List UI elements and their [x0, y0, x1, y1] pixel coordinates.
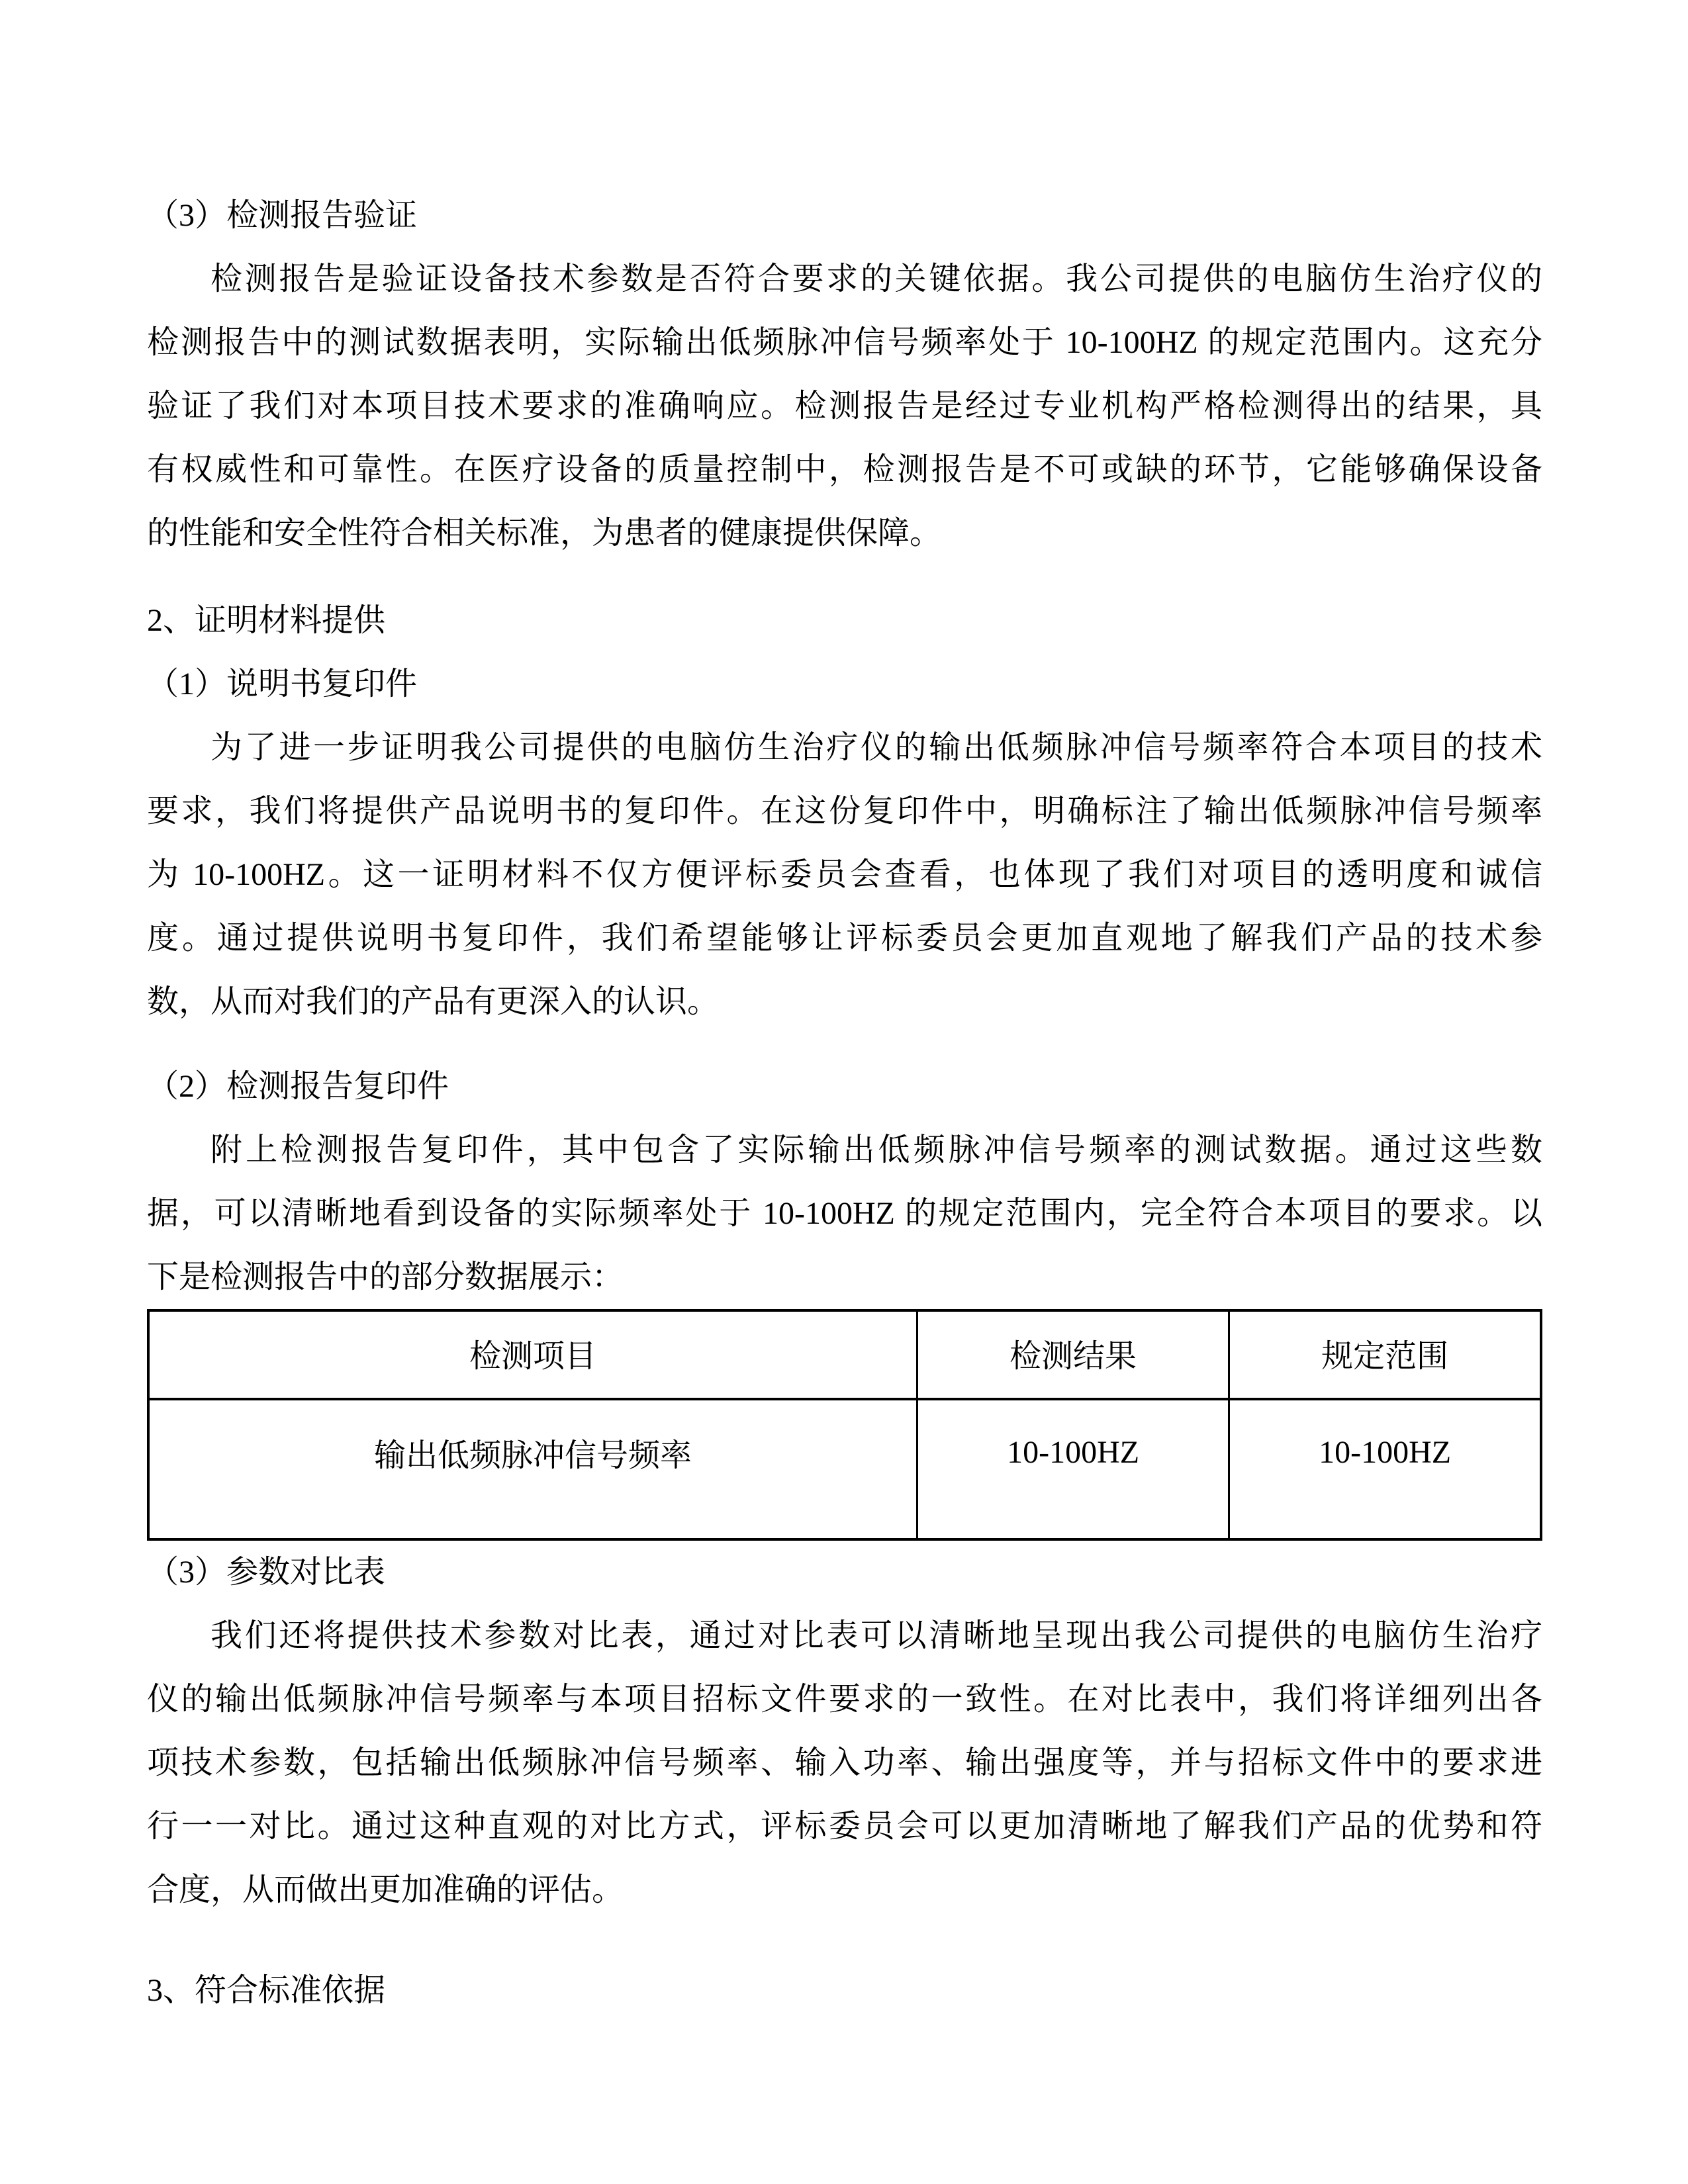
para-report-verification — [147, 248, 1542, 565]
text-line: 仪的输出低频脉冲信号频率与本项目招标文件要求的一致性。在对比表中，我们将详细列出各 — [147, 1682, 1542, 1717]
test-data-table — [147, 1309, 1542, 1541]
text-line: 检测报告是验证设备技术参数是否符合要求的关键依据。我公司提供的电脑仿生治疗仪的 — [211, 261, 1542, 296]
text-line: 为 10-100HZ。这一证明材料不仅方便评标委员会查看，也体现了我们对项目的透明度和诚信 — [147, 857, 1542, 892]
table-cell-test-result: 10-100HZ — [917, 1399, 1229, 1539]
text-line: 度。通过提供说明书复印件，我们希望能够让评标委员会更加直观地了解我们产品的技术参 — [147, 921, 1542, 956]
heading-manual-copy: （1）说明书复印件 — [147, 666, 418, 702]
text-line: 的性能和安全性符合相关标准，为患者的健康提供保障。 — [147, 516, 942, 551]
text-line: 附上检测报告复印件，其中包含了实际输出低频脉冲信号频率的测试数据。通过这些数 — [211, 1132, 1542, 1167]
test-data-table-header — [148, 1310, 1541, 1399]
text-line: 为了进一步证明我公司提供的电脑仿生治疗仪的输出低频脉冲信号频率符合本项目的技术 — [211, 730, 1542, 765]
text-line: 检测报告中的测试数据表明，实际输出低频脉冲信号频率处于 10-100HZ 的规定范围内。这充分 — [147, 325, 1542, 360]
table-header-row — [148, 1310, 1541, 1399]
para-parameter-comparison — [147, 1604, 1542, 1922]
table-header-specified-range: 规定范围 — [1229, 1310, 1541, 1399]
text-line: 项技术参数，包括输出低频脉冲信号频率、输入功率、输出强度等，并与招标文件中的要求进 — [147, 1745, 1542, 1780]
text-line: 我们还将提供技术参数对比表，通过对比表可以清晰地呈现出我公司提供的电脑仿生治疗 — [211, 1618, 1542, 1653]
text-line: 下是检测报告中的部分数据展示： — [147, 1259, 624, 1295]
table-cell-test-item: 输出低频脉冲信号频率 — [148, 1399, 917, 1539]
table-header-test-result: 检测结果 — [917, 1310, 1229, 1399]
text-line: 要求，我们将提供产品说明书的复印件。在这份复印件中，明确标注了输出低频脉冲信号频率 — [147, 794, 1542, 829]
para-test-report-copy — [147, 1118, 1542, 1309]
text-line: 数，从而对我们的产品有更深入的认识。 — [147, 984, 720, 1019]
text-line: 行一一对比。通过这种直观的对比方式，评标委员会可以更加清晰地了解我们产品的优势和符 — [147, 1809, 1542, 1844]
text-line: 合度，从而做出更加准确的评估。 — [147, 1872, 624, 1907]
heading-test-report-copy: （2）检测报告复印件 — [147, 1069, 449, 1104]
heading-materials: 2、证明材料提供 — [147, 603, 386, 638]
test-data-table-body — [148, 1399, 1541, 1539]
table-row — [148, 1399, 1541, 1539]
text-line: 验证了我们对本项目技术要求的准确响应。检测报告是经过专业机构严格检测得出的结果，具 — [147, 388, 1542, 424]
para-manual-copy — [147, 716, 1542, 1034]
text-line: 有权威性和可靠性。在医疗设备的质量控制中，检测报告是不可或缺的环节，它能够确保设备 — [147, 452, 1542, 487]
table-cell-specified-range: 10-100HZ — [1229, 1399, 1541, 1539]
table-header-test-item: 检测项目 — [148, 1310, 917, 1399]
heading-parameter-comparison: （3）参数对比表 — [147, 1555, 386, 1590]
heading-report-verification: （3）检测报告验证 — [147, 198, 418, 233]
text-line: 据，可以清晰地看到设备的实际频率处于 10-100HZ 的规定范围内，完全符合本项目的要求。以 — [147, 1196, 1542, 1231]
heading-standards: 3、符合标准依据 — [147, 1973, 386, 2008]
